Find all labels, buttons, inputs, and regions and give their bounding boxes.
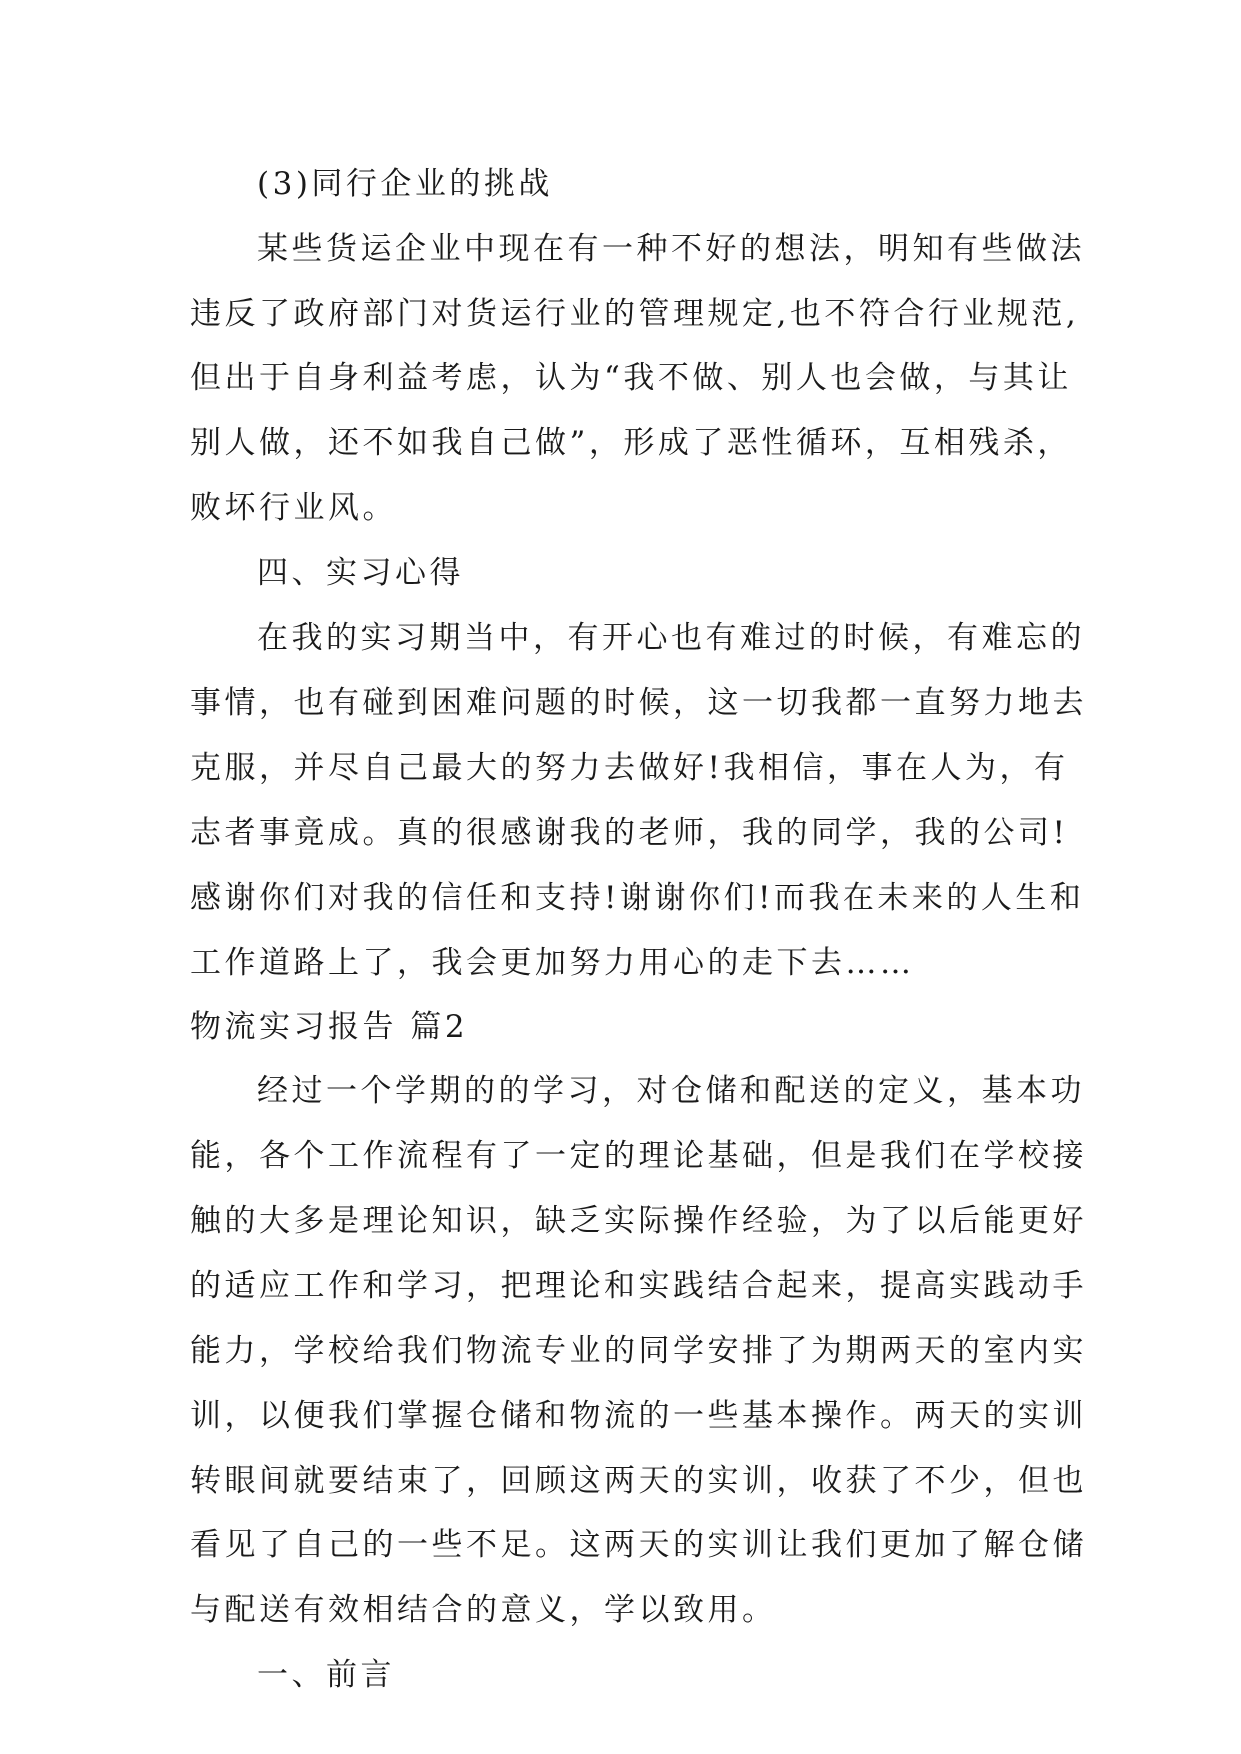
paragraph-line: 能，各个工作流程有了一定的理论基础，但是我们在学校接: [190, 1138, 1087, 1174]
section-heading: 一、前言: [257, 1657, 395, 1693]
paragraph-line: 但出于自身利益考虑，认为“我不做、别人也会做，与其让: [190, 360, 1072, 396]
paragraph-line: 别人做，还不如我自己做”，形成了恶性循环，互相残杀，: [190, 425, 1072, 461]
paragraph-line: 败坏行业风。: [190, 490, 397, 526]
paragraph-line: 与配送有效相结合的意义，学以致用。: [190, 1592, 777, 1628]
article-title: 物流实习报告 篇2: [190, 1009, 469, 1045]
paragraph-line: 克服，并尽自己最大的努力去做好!我相信，事在人为，有: [190, 750, 1069, 786]
paragraph-line: 转眼间就要结束了，回顾这两天的实训，收获了不少，但也: [190, 1463, 1087, 1499]
paragraph-line: 训，以便我们掌握仓储和物流的一些基本操作。两天的实训: [190, 1398, 1087, 1434]
paragraph-line: 触的大多是理论知识，缺乏实际操作经验，为了以后能更好: [190, 1203, 1087, 1239]
paragraph-line: 工作道路上了，我会更加努力用心的走下去……: [190, 945, 915, 981]
paragraph-line: 的适应工作和学习，把理论和实践结合起来，提高实践动手: [190, 1268, 1087, 1304]
section-heading: 四、实习心得: [257, 555, 464, 591]
paragraph-line: 在我的实习期当中，有开心也有难过的时候，有难忘的: [257, 620, 1085, 656]
paragraph-line: 感谢你们对我的信任和支持!谢谢你们!而我在未来的人生和: [190, 880, 1085, 916]
paragraph-line: 看见了自己的一些不足。这两天的实训让我们更加了解仓储: [190, 1527, 1087, 1563]
paragraph-line: 志者事竟成。真的很感谢我的老师，我的同学，我的公司!: [190, 815, 1069, 851]
subsection-heading: (3)同行企业的挑战: [257, 166, 553, 202]
paragraph-line: 能力，学校给我们物流专业的同学安排了为期两天的室内实: [190, 1333, 1087, 1369]
paragraph-line: 经过一个学期的的学习，对仓储和配送的定义，基本功: [257, 1073, 1085, 1109]
paragraph-line: 违反了政府部门对货运行业的管理规定,也不符合行业规范,: [190, 296, 1080, 332]
paragraph-line: 事情，也有碰到困难问题的时候，这一切我都一直努力地去: [190, 685, 1087, 721]
paragraph-line: 某些货运企业中现在有一种不好的想法，明知有些做法: [257, 231, 1085, 267]
